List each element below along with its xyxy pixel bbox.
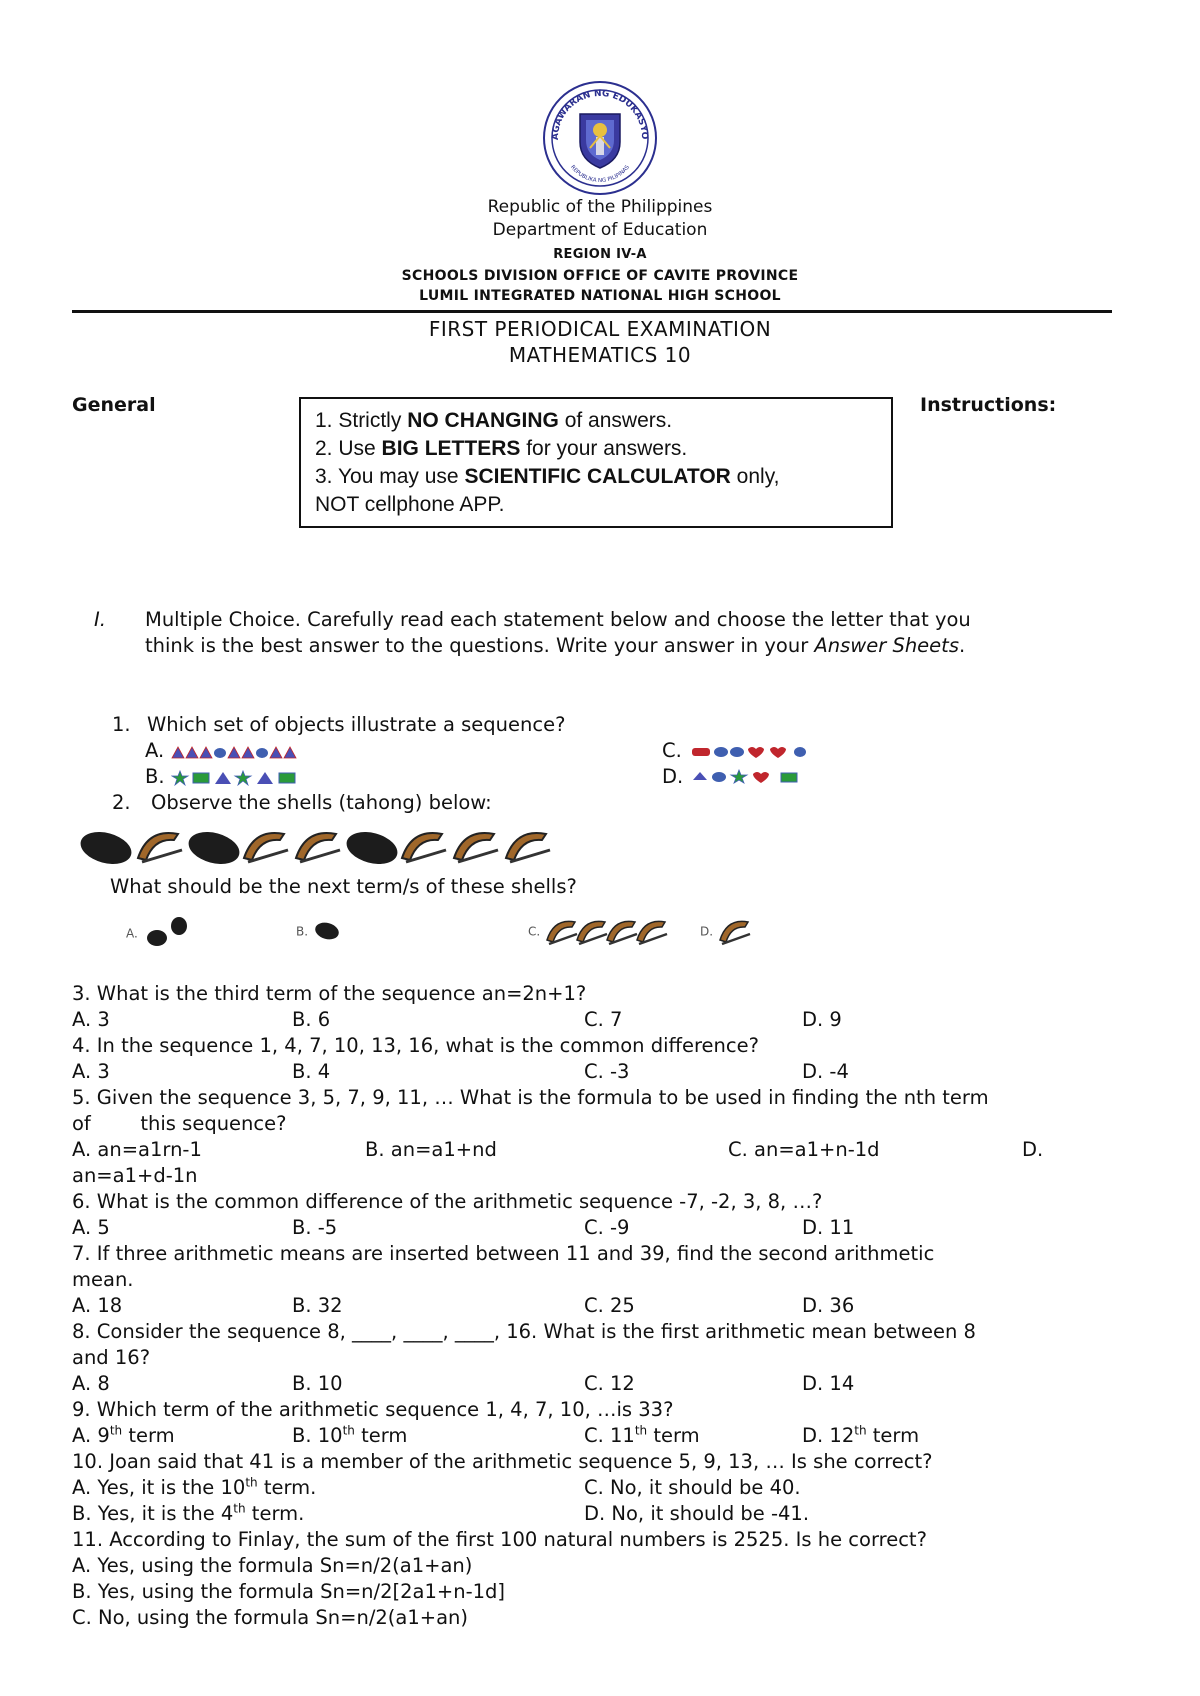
q2-option-c (528, 916, 669, 946)
seal-text: AGAWARAN NG EDUKASYO (550, 88, 650, 141)
q7-option-c: C. 25 (584, 1294, 635, 1317)
q9-option-a: A. 9th term (72, 1423, 175, 1447)
q6-option-c: C. -9 (584, 1216, 630, 1239)
q8-option-b: B. 10 (292, 1372, 343, 1395)
q4-option-c: C. -3 (584, 1060, 630, 1083)
instruction-2: 2. Use BIG LETTERS for your answers. (315, 437, 688, 460)
q1-b-shapes (171, 769, 311, 787)
q1-a-shapes (170, 743, 300, 761)
q1-option-a (145, 738, 300, 764)
header-country: Republic of the Philippines (487, 197, 713, 217)
q3-text: 3. What is the third term of the sequence an=2n+1? (72, 982, 587, 1005)
q2-b-label: B. (296, 924, 309, 939)
q5-text: 5. Given the sequence 3, 5, 7, 9, 11, … What is the formula to be used in finding the nth term (72, 1086, 989, 1109)
q2-b-shell (313, 920, 343, 942)
q1-d-label: D. (662, 765, 684, 788)
q1-option-c (662, 738, 818, 764)
q2-option-d (700, 916, 754, 946)
seal-subtext: REPUBLIKA NG PILIPINAS (569, 164, 631, 185)
q2-option-b (296, 920, 343, 942)
header-divider (72, 310, 1112, 313)
header-school: LUMIL INTEGRATED NATIONAL HIGH SCHOOL (419, 288, 781, 304)
general-label: General (72, 394, 156, 416)
header-department: Department of Education (492, 220, 708, 240)
q11-option-a: A. Yes, using the formula Sn=n/2(a1+an) (72, 1554, 473, 1577)
q2-c-shells (545, 916, 669, 946)
q3-option-b: B. 6 (292, 1008, 331, 1031)
q2-followup: What should be the next term/s of these shells? (110, 875, 577, 898)
q9-text: 9. Which term of the arithmetic sequence 1, 4, 7, 10, …is 33? (72, 1398, 674, 1421)
q6-option-a: A. 5 (72, 1216, 110, 1239)
q9-option-b: B. 10th term (292, 1423, 408, 1447)
q4-text: 4. In the sequence 1, 4, 7, 10, 13, 16, what is the common difference? (72, 1034, 759, 1057)
q11-option-b: B. Yes, using the formula Sn=n/2[2a1+n-1d] (72, 1580, 506, 1603)
q10-option-b: B. Yes, it is the 4th term. (72, 1501, 305, 1525)
q6-text: 6. What is the common difference of the arithmetic sequence -7, -2, 3, 8, …? (72, 1190, 823, 1213)
q11-text: 11. According to Finlay, the sum of the first 100 natural numbers is 2525. Is he correct? (72, 1528, 927, 1551)
q2-d-shell (718, 916, 754, 946)
q10-option-d: D. No, it should be -41. (584, 1502, 810, 1525)
q1-a-label: A. (145, 739, 165, 762)
q1-option-b (145, 764, 311, 790)
exam-subject: MATHEMATICS 10 (508, 343, 692, 367)
section-instructions-line2: think is the best answer to the questions. Write your answer in your Answer Sheets. (145, 634, 966, 657)
q10-option-c: C. No, it should be 40. (584, 1476, 801, 1499)
section-numeral: I. (94, 608, 106, 631)
q1-c-shapes (688, 743, 818, 761)
instructions-label: Instructions: (920, 394, 1057, 416)
q5-option-d: D. (1022, 1138, 1044, 1161)
header-division: SCHOOLS DIVISION OFFICE OF CAVITE PROVINCE (401, 268, 799, 284)
q3-option-a: A. 3 (72, 1008, 110, 1031)
q2-c-label: C. (528, 924, 541, 939)
q10-option-a: A. Yes, it is the 10th term. (72, 1475, 317, 1499)
q5-option-d-cont: an=a1+d-1n (72, 1164, 198, 1187)
q5-option-a: A. an=a1rn-1 (72, 1138, 202, 1161)
instructions-box (299, 397, 893, 528)
q9-option-d: D. 12th term (802, 1423, 920, 1447)
q6-option-b: B. -5 (292, 1216, 338, 1239)
q4-option-b: B. 4 (292, 1060, 331, 1083)
q2-d-label: D. (700, 924, 714, 939)
deped-seal-logo (542, 80, 658, 196)
q7-text-cont: mean. (72, 1268, 134, 1291)
q8-option-c: C. 12 (584, 1372, 635, 1395)
instruction-3: 3. You may use SCIENTIFIC CALCULATOR only, (315, 465, 780, 488)
header-region: REGION IV-A (553, 247, 647, 262)
q8-text-cont: and 16? (72, 1346, 151, 1369)
instruction-3-cont: NOT cellphone APP. (315, 493, 505, 516)
q8-option-d: D. 14 (802, 1372, 855, 1395)
q2-option-a (126, 916, 191, 950)
q1-c-label: C. (662, 739, 682, 762)
q9-option-c: C. 11th term (584, 1423, 700, 1447)
q7-option-b: B. 32 (292, 1294, 343, 1317)
q7-option-d: D. 36 (802, 1294, 855, 1317)
q2-a-label: A. (126, 926, 138, 941)
q10-text: 10. Joan said that 41 is a member of the arithmetic sequence 5, 9, 13, … Is she correct? (72, 1450, 933, 1473)
q7-option-a: A. 18 (72, 1294, 123, 1317)
q2-number: 2. (112, 791, 131, 814)
q8-text: 8. Consider the sequence 8, ____, ____, ____, 16. What is the first arithmetic mean between 8 (72, 1320, 976, 1343)
instruction-1: 1. Strictly NO CHANGING of answers. (315, 409, 673, 432)
section-instructions-line1: Multiple Choice. Carefully read each statement below and choose the letter that you (145, 608, 971, 631)
q8-option-a: A. 8 (72, 1372, 110, 1395)
exam-title: FIRST PERIODICAL EXAMINATION (428, 317, 772, 341)
q1-number: 1. (112, 713, 131, 736)
q5-option-c: C. an=a1+n-1d (728, 1138, 880, 1161)
q1-d-shapes (689, 769, 819, 787)
q2-text: Observe the shells (tahong) below: (151, 791, 492, 814)
q1-option-d (662, 764, 819, 790)
q1-b-label: B. (145, 765, 165, 788)
q5-option-b: B. an=a1+nd (365, 1138, 497, 1161)
q7-text: 7. If three arithmetic means are inserted between 11 and 39, find the second arithmetic (72, 1242, 935, 1265)
q1-text: Which set of objects illustrate a sequence? (147, 713, 566, 736)
q11-option-c: C. No, using the formula Sn=n/2(a1+an) (72, 1606, 469, 1629)
q6-option-d: D. 11 (802, 1216, 855, 1239)
q5-text-cont: of this sequence? (72, 1112, 287, 1135)
shells-sequence-image (80, 822, 580, 872)
q3-option-c: C. 7 (584, 1008, 623, 1031)
q3-option-d: D. 9 (802, 1008, 842, 1031)
q2-a-shells (143, 916, 191, 950)
q4-option-d: D. -4 (802, 1060, 849, 1083)
q4-option-a: A. 3 (72, 1060, 110, 1083)
